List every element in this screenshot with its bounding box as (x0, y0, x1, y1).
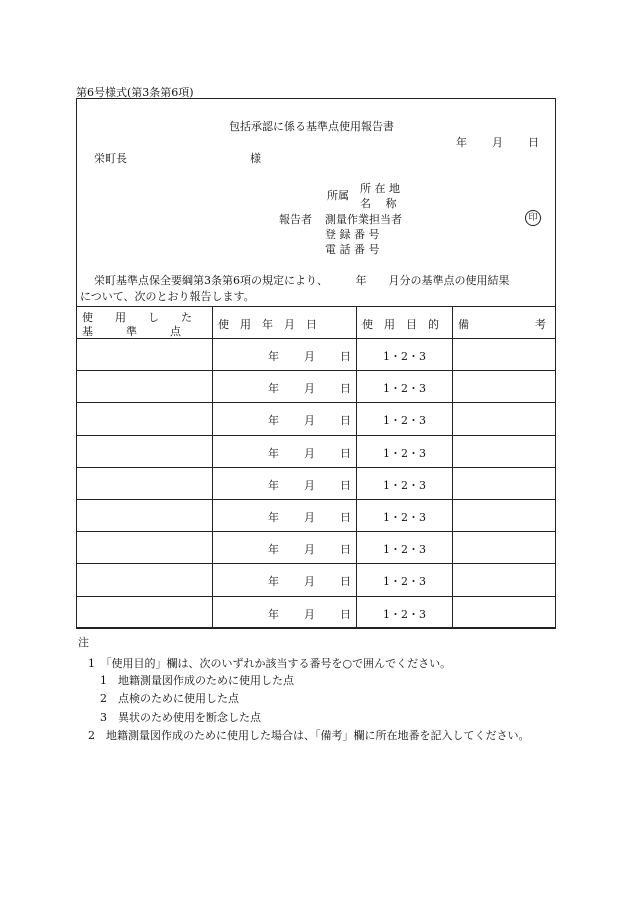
col-header-point-line1: 使 用 し た (82, 311, 192, 324)
note-subitem-3: 3 異状のため使用を断念した点 (100, 711, 261, 724)
row-purpose: 1・2・3 (383, 446, 426, 460)
table-top-line (76, 306, 556, 307)
table-row-line (76, 499, 556, 500)
row-month: 月 (304, 478, 315, 492)
report-frame (76, 98, 556, 628)
note-subitem-2: 2 点検のために使用した点 (100, 692, 239, 705)
date-month: 月 (492, 136, 503, 149)
note-item-2: 2 地籍測量図作成のために使用した場合は、「備考」欄に所在地番を記入してください。 (88, 729, 530, 742)
seal-mark: 印 (525, 210, 541, 226)
row-year: 年 (268, 414, 279, 428)
table-row-line (76, 531, 556, 532)
reporter-label: 報告者 (279, 213, 312, 226)
body-text-line2: について、次のとおり報告します。 (80, 290, 255, 303)
addressee-honorific: 様 (250, 152, 261, 165)
table-row-line (76, 467, 556, 468)
row-day: 日 (340, 575, 351, 589)
row-purpose: 1・2・3 (383, 414, 426, 428)
date-day: 日 (528, 136, 539, 149)
row-year: 年 (268, 478, 279, 492)
row-month: 月 (304, 543, 315, 557)
table-row-line (76, 596, 556, 597)
table-row-line (76, 563, 556, 564)
row-month: 月 (304, 446, 315, 460)
table-row-line (76, 628, 556, 629)
row-purpose: 1・2・3 (383, 382, 426, 396)
row-day: 日 (340, 607, 351, 621)
row-day: 日 (340, 478, 351, 492)
row-purpose: 1・2・3 (383, 350, 426, 363)
date-year: 年 (456, 136, 467, 149)
row-purpose: 1・2・3 (383, 607, 426, 621)
row-year: 年 (268, 607, 279, 621)
row-day: 日 (340, 446, 351, 460)
table-row-line (76, 402, 556, 403)
row-month: 月 (304, 350, 315, 363)
row-year: 年 (268, 511, 279, 524)
row-year: 年 (268, 575, 279, 589)
row-month: 月 (304, 511, 315, 524)
form-label: 第6号様式(第3条第6項) (76, 86, 194, 99)
phone-number-label: 電 話 番 号 (325, 243, 380, 256)
row-month: 月 (304, 414, 315, 428)
col-header-date: 使 用 年 月 日 (218, 318, 317, 331)
body-text-line1: 栄町基準点保全要綱第3条第6項の規定により、 年 月分の基準点の使用結果 (94, 274, 510, 287)
row-year: 年 (268, 350, 279, 363)
row-year: 年 (268, 446, 279, 460)
affiliation-label: 所属 (327, 189, 349, 202)
row-day: 日 (340, 511, 351, 524)
notes-heading: 注 (78, 636, 89, 649)
row-day: 日 (340, 543, 351, 557)
row-purpose: 1・2・3 (383, 478, 426, 492)
report-title: 包括承認に係る基準点使用報告書 (229, 120, 394, 133)
row-day: 日 (340, 350, 351, 363)
note-item-1: 1 「使用目的」欄は、次のいずれか該当する番号を○で囲んでください。 (88, 657, 452, 670)
col-header-purpose: 使 用 目 的 (362, 318, 439, 331)
row-month: 月 (304, 382, 315, 396)
row-year: 年 (268, 543, 279, 557)
col-header-remarks: 備 考 (458, 318, 546, 331)
address-label: 所 在 地 (360, 182, 400, 195)
table-row-line (76, 370, 556, 371)
table-row-line (76, 435, 556, 436)
addressee-name: 栄町長 (94, 152, 127, 165)
row-day: 日 (340, 382, 351, 396)
row-month: 月 (304, 575, 315, 589)
name-label: 名 称 (360, 197, 397, 210)
row-month: 月 (304, 607, 315, 621)
col-header-point-line2: 基 準 点 (82, 325, 181, 338)
row-purpose: 1・2・3 (383, 575, 426, 589)
row-year: 年 (268, 382, 279, 396)
row-purpose: 1・2・3 (383, 543, 426, 557)
row-day: 日 (340, 414, 351, 428)
registration-number-label: 登 録 番 号 (325, 228, 380, 241)
surveyor-label: 測量作業担当者 (325, 213, 402, 226)
row-purpose: 1・2・3 (383, 511, 426, 524)
note-subitem-1: 1 地籍測量図作成のために使用した点 (100, 674, 294, 687)
